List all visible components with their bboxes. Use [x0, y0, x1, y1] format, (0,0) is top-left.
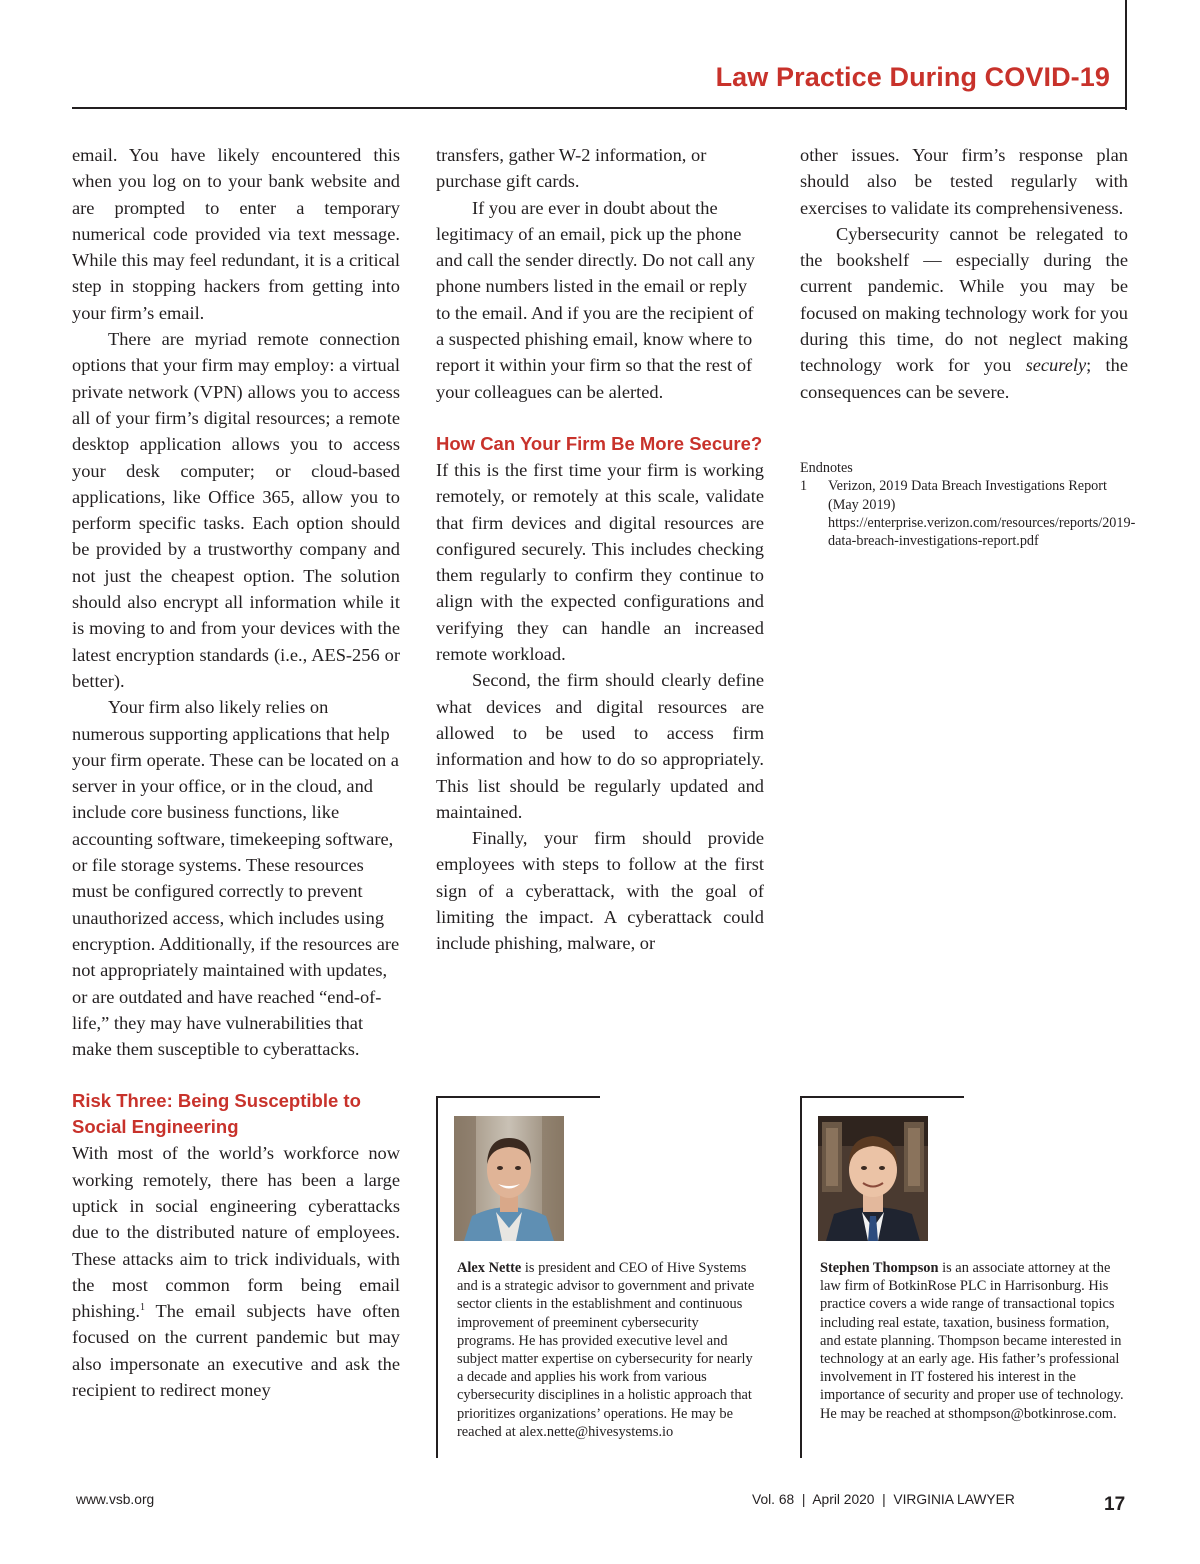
paragraph: other issues. Your firm’s response plan should also be tested regularly with exercises to validate its comprehensiveness. — [800, 145, 1128, 218]
bio-frame-top — [436, 1096, 600, 1098]
header-rule-horizontal — [72, 107, 1127, 109]
author-bio-stephen-thompson — [820, 1259, 1130, 1423]
section-title: Law Practice During COVID-19 — [715, 62, 1110, 92]
article-column-1 — [72, 142, 400, 1403]
article-column-2 — [436, 142, 764, 957]
paragraph: Your firm also likely relies on numerous supporting applications that help your firm operate. These can be located on a server in your office, or in the cloud, and include core business functions, like accounting software, timekeeping software, or file storage systems. These resources must be configured correctly to prevent unauthorized access, which includes using encryption. Additionally, if the resources are not appropriately maintained with updates, or are outdated and have reached “end-of-life,” they may have vulnerabilities that make them susceptible to cyberattacks. — [72, 697, 400, 1060]
author-photo-alex-nette — [454, 1116, 564, 1241]
endnote-item — [800, 477, 1136, 550]
footer-issue: Vol. 68 | April 2020 | VIRGINIA LAWYER — [752, 1492, 1015, 1507]
paragraph: If this is the first time your firm is working remotely, or remotely at this scale, validate that firm devices and digital resources are configured securely. This includes checking them regularly to confirm they continue to align with the expected configurations and verifying they can handle an increased remote workload. — [436, 459, 764, 665]
endnotes-title: Endnotes — [800, 460, 853, 476]
paragraph: If you are ever in doubt about the legitimacy of an email, pick up the phone and call the sender directly. Do not call any phone numbers listed in the email or reply to the email. And if you are the recipient of a suspected phishing email, know where to report it within your firm so that the rest of your colleagues can be alerted. — [436, 197, 755, 402]
paragraph-text: With most of the world’s workforce now working remotely, there has been a large uptick in social engineering cyberattacks due to the distributed nature of employees. These attacks aim to trick individuals, with the most common form being email phishing. — [72, 1143, 400, 1322]
endnote-number: 1 — [800, 478, 808, 495]
paragraph: There are myriad remote connection options that your firm may employ: a virtual private network (VPN) allows you to access all of your firm’s digital resources; a remote desktop application allows you to access your desk computer; or cloud-based applications, like Office 365, allow you to perform specific tasks. Each option should be provided by a trustworthy company and not just the cheapest option. The solution should also encrypt all information while it is moving to and from your devices with the latest encryption standards (i.e., AES-256 or better). — [72, 329, 400, 691]
bio-frame-top — [800, 1096, 964, 1098]
author-bio-text: is president and CEO of Hive Systems and is a strategic advisor to government and private sector clients in the establishment and continuous improvement of preeminent cybersecurity programs. He has provided executive level and subject matter expertise on cybersecurity for nearly a decade and applies his work from various cybersecurity disciplines in a holistic approach that prioritizes organizations’ operations. He may be reached at alex.nette@hivesystems.io — [457, 1260, 755, 1440]
paragraph-text: The email subjects have often focused on the current pandemic but may also impersonate an executive and ask the recipient to redirect money — [72, 1301, 400, 1401]
page-number: 17 — [1104, 1494, 1126, 1515]
paragraph — [800, 221, 1128, 405]
emphasis: securely — [1025, 355, 1087, 376]
bio-frame-left — [800, 1096, 802, 1458]
footer-website[interactable]: www.vsb.org — [76, 1492, 155, 1507]
paragraph: transfers, gather W-2 information, or purchase gift cards. — [436, 145, 707, 192]
bio-frame-left — [436, 1096, 438, 1458]
paragraph — [72, 1140, 400, 1403]
paragraph-text: Cybersecurity cannot be relegated to the bookshelf — especially during the current pandemic. While you may be focused on making technology work for you during this time, do not neglect making technology work for you — [800, 223, 1128, 376]
author-photo-stephen-thompson — [818, 1116, 928, 1241]
paragraph: email. You have likely encountered this when you log on to your bank website and are prompted to enter a temporary numerical code provided via text message. While this may feel redundant, it is a critical step in stopping hackers from getting into your firm’s email. — [72, 145, 400, 323]
author-bio-alex-nette — [457, 1259, 757, 1441]
endnotes — [800, 459, 1136, 550]
article-column-3 — [800, 142, 1128, 405]
author-name: Alex Nette — [457, 1260, 522, 1276]
section-heading-more-secure: How Can Your Firm Be More Secure? — [436, 432, 763, 454]
section-heading-risk-three: Risk Three: Being Susceptible to Social Engineering — [72, 1090, 361, 1138]
paragraph-text: ; the consequences can be severe. — [800, 355, 1128, 402]
paragraph: Second, the firm should clearly define what devices and digital resources are allowed to be used to access firm information and how to do so appropriately. This list should be regularly updated and maintained. — [436, 670, 764, 822]
endnote-reference[interactable]: 1 — [139, 1302, 145, 1314]
author-name: Stephen Thompson — [820, 1260, 939, 1276]
endnote-text[interactable]: Verizon, 2019 Data Breach Investigations Report (May 2019) https://enterprise.verizon.com/resources/reports/2019-data-breach-investigations-report.pdf — [828, 478, 1136, 550]
author-bio-text: is an associate attorney at the law firm of BotkinRose PLC in Harrisonburg. His practice covers a wide range of transactional topics including real estate, taxation, business formation, and estate planning. Thompson became interested in technology at an early age. His father’s professional involvement in IT fostered his interest in the importance of security and proper use of technology. He may be reached at sthompson@botkinrose.com. — [820, 1260, 1124, 1422]
paragraph: Finally, your firm should provide employees with steps to follow at the first sign of a cyberattack, with the goal of limiting the impact. A cyberattack could include phishing, malware, or — [436, 828, 764, 954]
header-rule-vertical — [1125, 0, 1127, 110]
